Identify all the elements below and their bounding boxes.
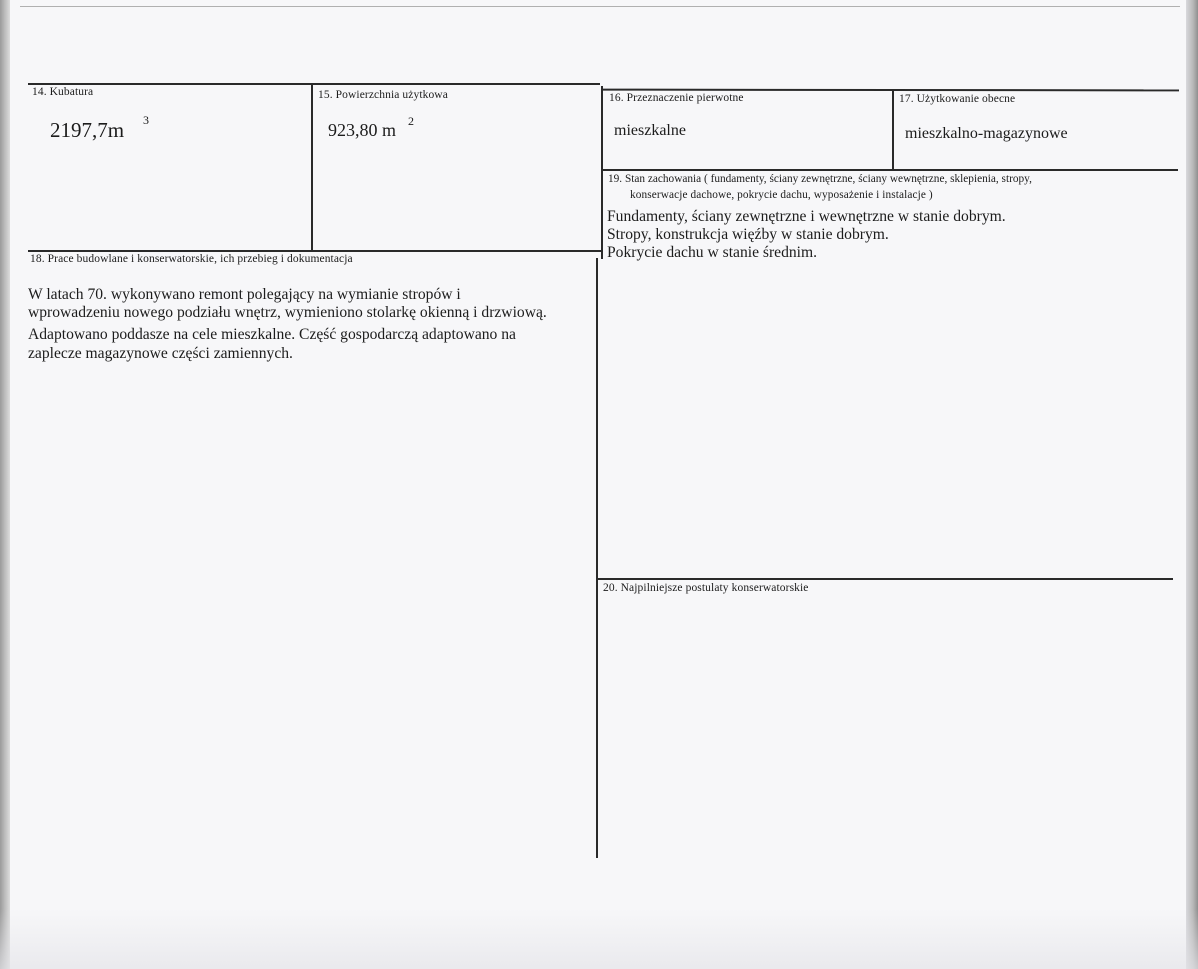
field-18-text-line3: Adaptowano poddasze na cele mieszkalne. Część gospodarczą adaptowano na (28, 326, 516, 343)
field-15-label: 15. Powierzchnia użytkowa (318, 89, 448, 101)
field-15-unit-power: 2 (408, 114, 414, 128)
rule-19 (603, 169, 1178, 171)
field-16-label: 16. Przeznaczenie pierwotne (609, 92, 744, 104)
field-17-label: 17. Użytkowanie obecne (899, 93, 1016, 105)
scan-edge-right (1186, 0, 1198, 969)
field-18-text-line2: wprowadzeniu nowego podziału wnętrz, wymieniono stolarkę okienną i drzwiową. (28, 304, 547, 321)
scan-edge-left (0, 0, 10, 969)
rule-20 (598, 578, 1173, 580)
rule-top-left (28, 83, 600, 85)
divider-main (601, 86, 603, 259)
field-18-label: 18. Prace budowlane i konserwatorskie, ich przebieg i dokumentacja (30, 253, 353, 265)
field-16-value: mieszkalne (614, 122, 686, 139)
field-20-label: 20. Najpilniejsze postulaty konserwatorskie (603, 582, 809, 594)
field-14-label: 14. Kubatura (32, 86, 94, 98)
field-17-value: mieszkalno-magazynowe (905, 125, 1068, 142)
scan-shadow-bottom (0, 909, 1198, 969)
field-15-value: 923,80 m (328, 120, 397, 140)
field-19-label-line2: konserwacje dachowe, pokrycie dachu, wyposażenie i instalacje ) (630, 189, 933, 201)
field-14-value: 2197,7m (50, 118, 125, 142)
top-faint-rule (20, 6, 1180, 7)
field-19-label-line1: 19. Stan zachowania ( fundamenty, ściany zewnętrzne, ściany wewnętrzne, sklepienia, stropy, (608, 173, 1032, 185)
field-19-text-line2: Stropy, konstrukcja więźby w stanie dobrym. (607, 226, 889, 243)
divider-main-lower (596, 258, 598, 858)
field-18-text-line1: W latach 70. wykonywano remont polegający na wymianie stropów i (28, 286, 461, 303)
field-19-text-line3: Pokrycie dachu w stanie średnim. (607, 244, 818, 261)
divider-16-17 (892, 89, 894, 169)
divider-14-15 (311, 84, 313, 250)
field-14-unit-power: 3 (143, 113, 149, 127)
field-18-text-line4: zaplecze magazynowe części zamiennych. (28, 345, 293, 362)
field-19-text-line1: Fundamenty, ściany zewnętrzne i wewnętrzne w stanie dobrym. (607, 208, 1006, 225)
